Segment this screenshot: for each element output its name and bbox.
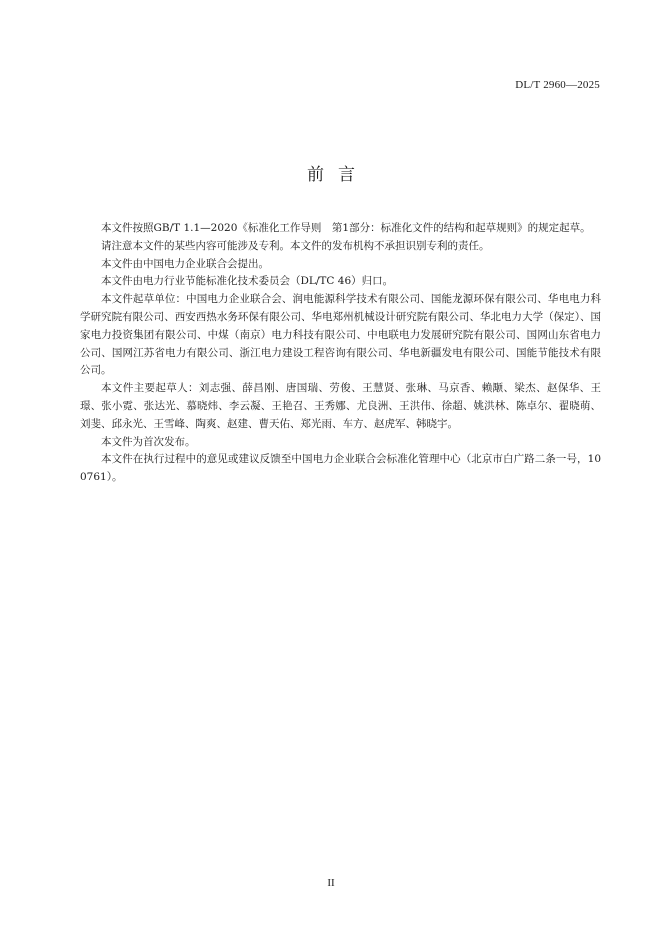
paragraph-feedback: 本文件在执行过程中的意见或建议反馈至中国电力企业联合会标准化管理中心（北京市白广路二条一号，100761）。: [80, 453, 601, 484]
page-number: II: [327, 877, 335, 889]
paragraph-main-drafters: 本文件主要起草人：刘志强、薛昌刚、唐国瑞、劳俊、王慧贤、张琳、马京香、赖颙、梁杰、赵保华、王璟、张小霓、张达光、慕晓炜、李云凝、王艳召、王秀娜、尤良洲、王洪伟、徐超、姚洪林、陈卓尔、翟晓萌、刘斐、邱永光、王雪峰、陶爽、赵建、曹天佑、郑光雨、车方、赵虎军、韩晓宇。: [80, 382, 601, 430]
paragraph-first-release: 本文件为首次发布。: [101, 435, 196, 448]
paragraph-patent-notice: 请注意本文件的某些内容可能涉及专利。本文件的发布机构不承担识别专利的责任。: [101, 239, 490, 252]
paragraph-drafting-organizations: 本文件起草单位：中国电力企业联合会、润电能源科学技术有限公司、国能龙源环保有限公司、华电电力科学研究院有限公司、西安西热水务环保有限公司、华电郑州机械设计研究院有限公司、华北电力大学（保定）、国家电力投资集团有限公司、中煤（南京）电力科技有限公司、中电联电力发展研究院有限公司、国网山东省电力公司、国网江苏省电力有限公司、浙江电力建设工程咨询有限公司、华电新疆发电有限公司、国能节能技术有限公司。: [80, 293, 601, 377]
document-code: DL/T 2960—2025: [515, 79, 600, 91]
page-title: 前言: [307, 165, 369, 185]
paragraph-drafting-rules: 本文件按照GB/T 1.1—2020《标准化工作导则 第1部分：标准化文件的结构和起草规则》的规定起草。: [101, 222, 591, 234]
foreword-body: [80, 220, 601, 487]
paragraph-proposer: 本文件由中国电力企业联合会提出。: [101, 257, 269, 270]
paragraph-technical-committee: 本文件由电力行业节能标准化技术委员会（DL/TC 46）归口。: [101, 275, 394, 288]
